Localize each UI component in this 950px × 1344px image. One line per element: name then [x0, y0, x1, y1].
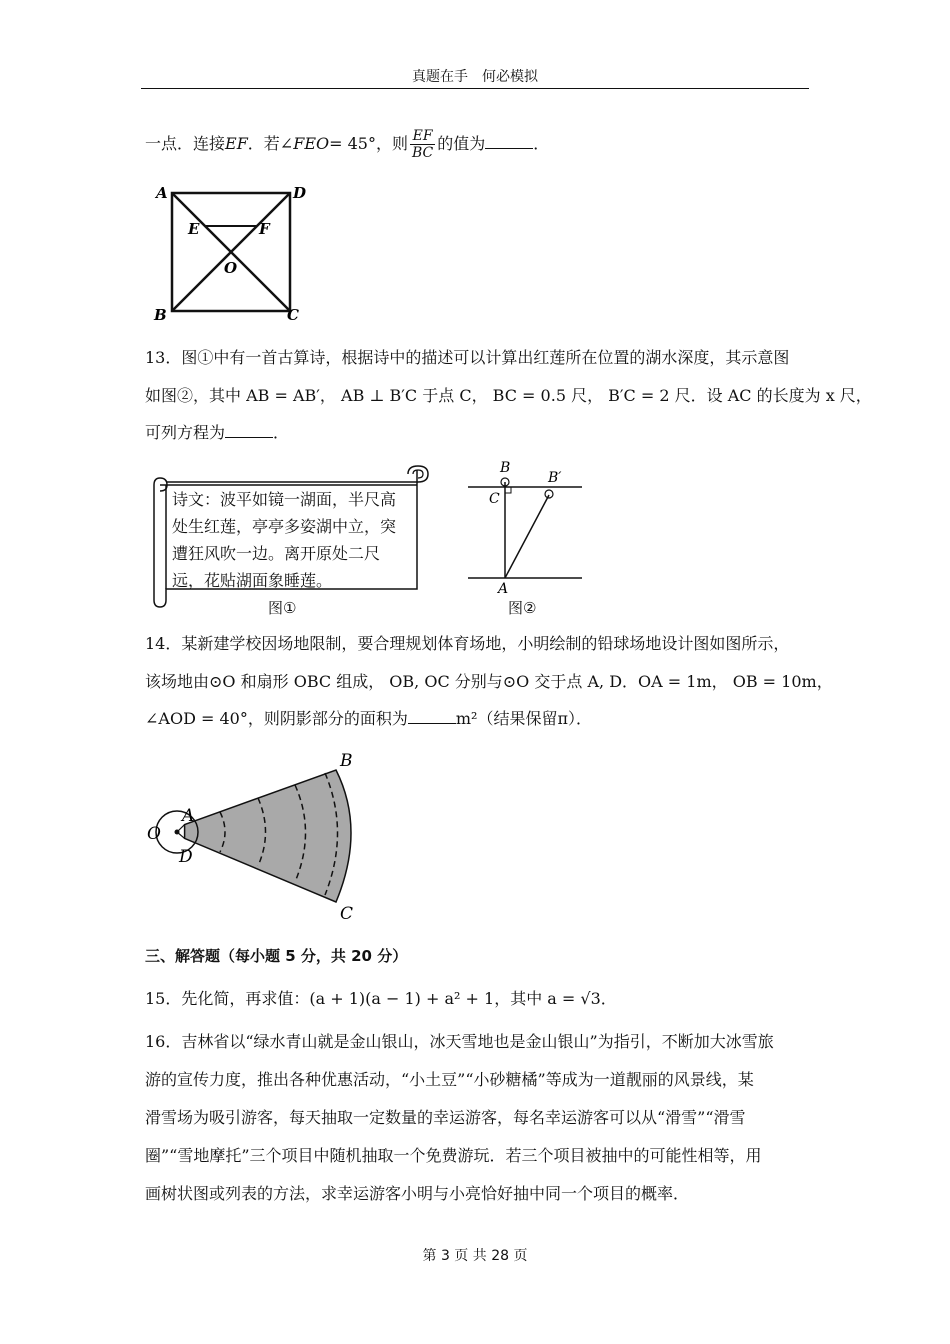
q13-line-1: 13．图①中有一首古算诗，根据诗中的描述可以计算出红莲所在位置的湖水深度，其示意图 — [145, 348, 790, 367]
figure-2-caption: 图② — [508, 599, 537, 617]
q12-text-2: ．若∠ — [247, 134, 294, 153]
q12-fraction — [410, 128, 435, 161]
section-3-heading: 三、解答题（每小题 5 分，共 20 分） — [145, 947, 408, 965]
q12-frac-den: BC — [411, 145, 434, 161]
q14-line-3-text: ∠AOD = 40°，则阴影部分的面积为 — [145, 709, 408, 728]
q13-line-2: 如图②，其中 AB = AB′， AB ⊥ B′C 于点 C， BC = 0.5 尺， B′C = 2 尺．设 AC 的长度为 x 尺， — [145, 386, 872, 405]
q12-text-4: 的值为 — [437, 134, 486, 153]
label-e: E — [188, 220, 200, 238]
label-b-prime: B′ — [548, 470, 562, 486]
header-divider — [141, 88, 809, 89]
label-c: C — [340, 904, 354, 924]
right-angle-mark — [505, 487, 511, 493]
label-a: A — [182, 806, 195, 826]
q12-frac-num: EF — [410, 128, 435, 145]
label-d: D — [293, 184, 307, 202]
label-o: O — [147, 824, 161, 844]
q16-line: 16．吉林省以“绿水青山就是金山银山，冰天雪地也是金山银山”为指引，不断加大冰雪旅 — [145, 1032, 774, 1051]
label-b: B — [500, 460, 511, 476]
q16-line: 游的宣传力度，推出各种优惠活动，“小土豆”“小砂糖橘”等成为一道靓丽的风景线，某 — [145, 1070, 754, 1089]
q14-line-2: 该场地由⊙O 和扇形 OBC 组成， OB, OC 分别与⊙O 交于点 A, D．OA = 1m， OB = 10m， — [145, 672, 833, 691]
q12-var-feo: FEO — [293, 134, 330, 153]
q14-line-3-end: m²（结果保留π）． — [455, 709, 592, 728]
label-c: C — [287, 306, 299, 324]
q13-line-3 — [145, 422, 289, 444]
q12-text-5: ． — [533, 134, 550, 153]
q13-line-3-text: 可列方程为 — [145, 423, 226, 442]
q14-line-1: 14．某新建学校因场地限制，要合理规划体育场地，小明绘制的铅球场地设计图如图所示， — [145, 634, 790, 653]
page-footer: 第 3 页 共 28 页 — [422, 1248, 528, 1264]
q14-line-3 — [145, 708, 592, 730]
poem-line: 诗文：波平如镜一湖面，半尺高 — [172, 490, 397, 509]
q16-line: 圈”“雪地摩托”三个项目中随机抽取一个免费游玩．若三个项目被抽中的可能性相等，用 — [145, 1146, 762, 1165]
q14-answer-blank — [408, 709, 456, 724]
label-b: B — [340, 751, 353, 771]
q12-text-3: = 45°，则 — [329, 134, 408, 153]
page-header-title: 真题在手 何必模拟 — [412, 69, 538, 85]
poem-line: 处生红莲，亭亭多姿湖中立，突 — [172, 517, 397, 536]
label-a: A — [498, 581, 509, 597]
poem-text — [172, 486, 422, 594]
label-a: A — [156, 184, 168, 202]
q13-line-3-end: ． — [273, 423, 290, 442]
lotus-b-prime-icon — [545, 490, 553, 498]
q16-line: 画树状图或列表的方法，求幸运游客小明与小亮恰好抽中同一个项目的概率． — [145, 1184, 690, 1203]
poem-line: 遭狂风吹一边。离开原处二尺 — [172, 544, 381, 563]
label-c: C — [489, 491, 500, 507]
q12-tail-line — [145, 128, 549, 161]
q13-answer-blank — [225, 423, 273, 438]
label-b: B — [154, 306, 167, 324]
q15-text: 15．先化简，再求值：(a + 1)(a − 1) + a² + 1，其中 a = √3． — [145, 989, 617, 1008]
shaded-sector-region — [185, 770, 351, 902]
label-f: F — [259, 220, 270, 238]
q12-answer-blank — [485, 134, 533, 149]
figure-1-caption: 图① — [268, 599, 297, 617]
label-o: O — [224, 259, 238, 277]
square-figure — [150, 180, 310, 325]
lotus-diagram — [460, 458, 590, 598]
q12-var-ef: EF — [225, 134, 248, 153]
shot-put-field-figure — [140, 745, 370, 925]
label-d: D — [179, 847, 193, 867]
poem-line: 远，花贴湖面象睡莲。 — [172, 571, 333, 590]
stem-ab-prime — [505, 495, 549, 578]
q12-text-1: 一点．连接 — [145, 134, 226, 153]
q16-line: 滑雪场为吸引游客，每天抽取一定数量的幸运游客，每名幸运游客可以从“滑雪”“滑雪 — [145, 1108, 746, 1127]
